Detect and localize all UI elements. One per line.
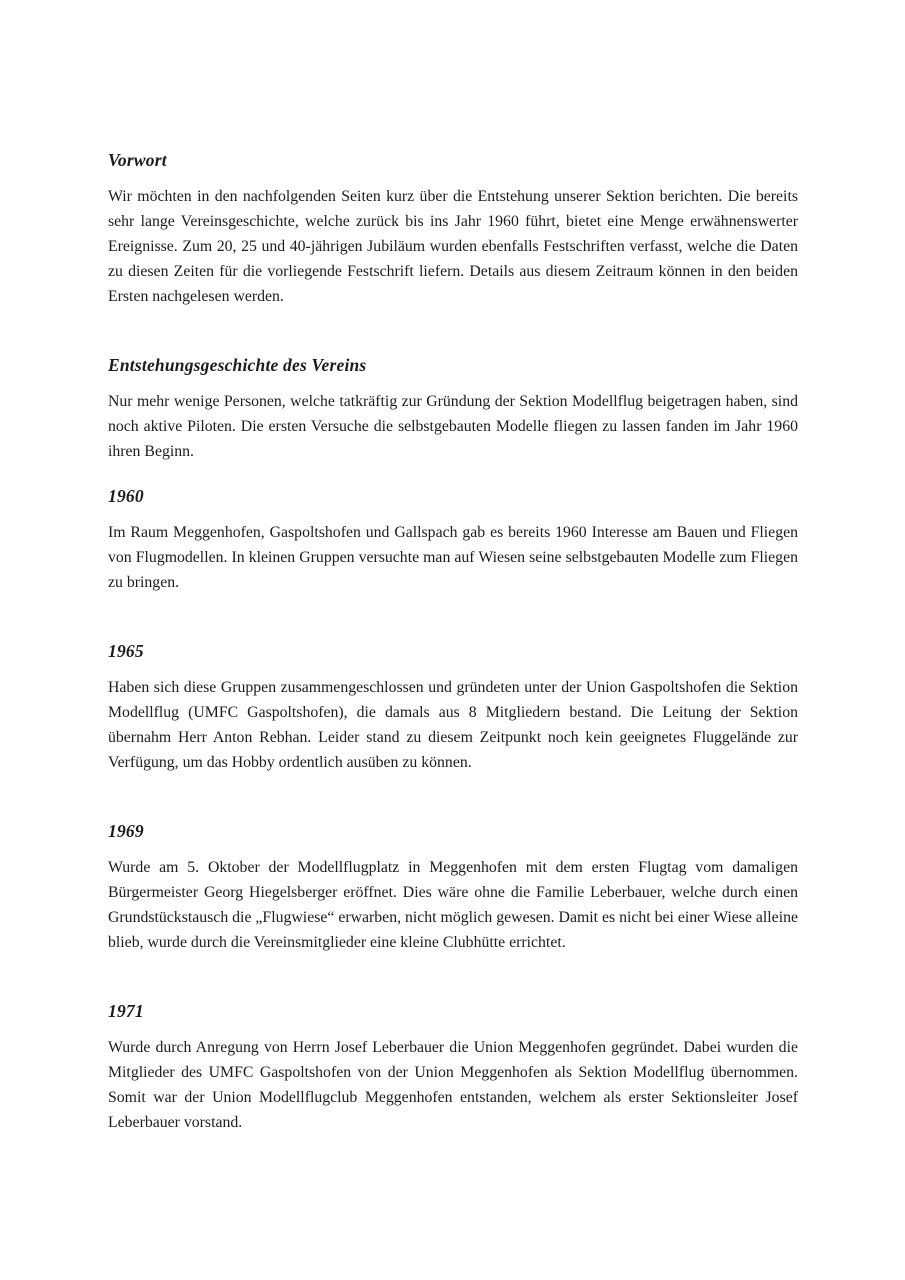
- paragraph-1960: Im Raum Meggenhofen, Gaspoltshofen und Gallspach gab es bereits 1960 Interesse am Bauen und Fliegen von Flugmodellen. In kleinen Gruppen versuchte man auf Wiesen seine selbstgebauten Modelle zum Fliegen zu bringen.: [108, 524, 798, 591]
- paragraph-1971: Wurde durch Anregung von Herrn Josef Leberbauer die Union Meggenhofen gegründet. Dabei wurden die Mitglieder des UMFC Gaspoltshofen von der Union Meggenhofen als Sektion Modellflug übernommen. Somit war der Union Modellflugclub Meggenhofen entstanden, welchem als erster Sektionsleiter Josef Leberbauer vorstand.: [108, 1039, 798, 1131]
- heading-1965: 1965: [108, 641, 144, 661]
- heading-1960: 1960: [108, 486, 144, 506]
- heading-1971: 1971: [108, 1001, 144, 1021]
- heading-entstehungsgeschichte: Entstehungsgeschichte des Vereins: [108, 355, 367, 375]
- paragraph-1969: Wurde am 5. Oktober der Modellflugplatz in Meggenhofen mit dem ersten Flugtag vom damaligen Bürgermeister Georg Hiegelsberger eröffnet. Dies wäre ohne die Familie Leberbauer, welche durch einen Grundstückstausch die „Flugwiese“ erwarben, nicht möglich gewesen. Damit es nicht bei einer Wiese alleine blieb, wurde durch die Vereinsmitglieder eine kleine Clubhütte errichtet.: [108, 859, 798, 951]
- heading-1969: 1969: [108, 821, 144, 841]
- paragraph-vorwort: Wir möchten in den nachfolgenden Seiten kurz über die Entstehung unserer Sektion berichten. Die bereits sehr lange Vereinsgeschichte, welche zurück bis ins Jahr 1960 führt, bietet eine Menge erwähnenswerter Ereignisse. Zum 20, 25 und 40-jährigen Jubiläum wurden ebenfalls Festschriften verfasst, welche die Daten zu diesen Zeiten für die vorliegende Festschrift liefern. Details aus diesem Zeitraum können in den beiden Ersten nachgelesen werden.: [108, 188, 798, 305]
- paragraph-entstehungsgeschichte: Nur mehr wenige Personen, welche tatkräftig zur Gründung der Sektion Modellflug beigetragen haben, sind noch aktive Piloten. Die ersten Versuche die selbstgebauten Modelle fliegen zu lassen fanden im Jahr 1960 ihren Beginn.: [108, 393, 798, 460]
- heading-vorwort: Vorwort: [108, 150, 167, 170]
- paragraph-1965: Haben sich diese Gruppen zusammengeschlossen und gründeten unter der Union Gaspoltshofen die Sektion Modellflug (UMFC Gaspoltshofen), die damals aus 8 Mitgliedern bestand. Die Leitung der Sektion übernahm Herr Anton Rebhan. Leider stand zu diesem Zeitpunkt noch kein geeignetes Fluggelände zur Verfügung, um das Hobby ordentlich ausüben zu können.: [108, 679, 798, 771]
